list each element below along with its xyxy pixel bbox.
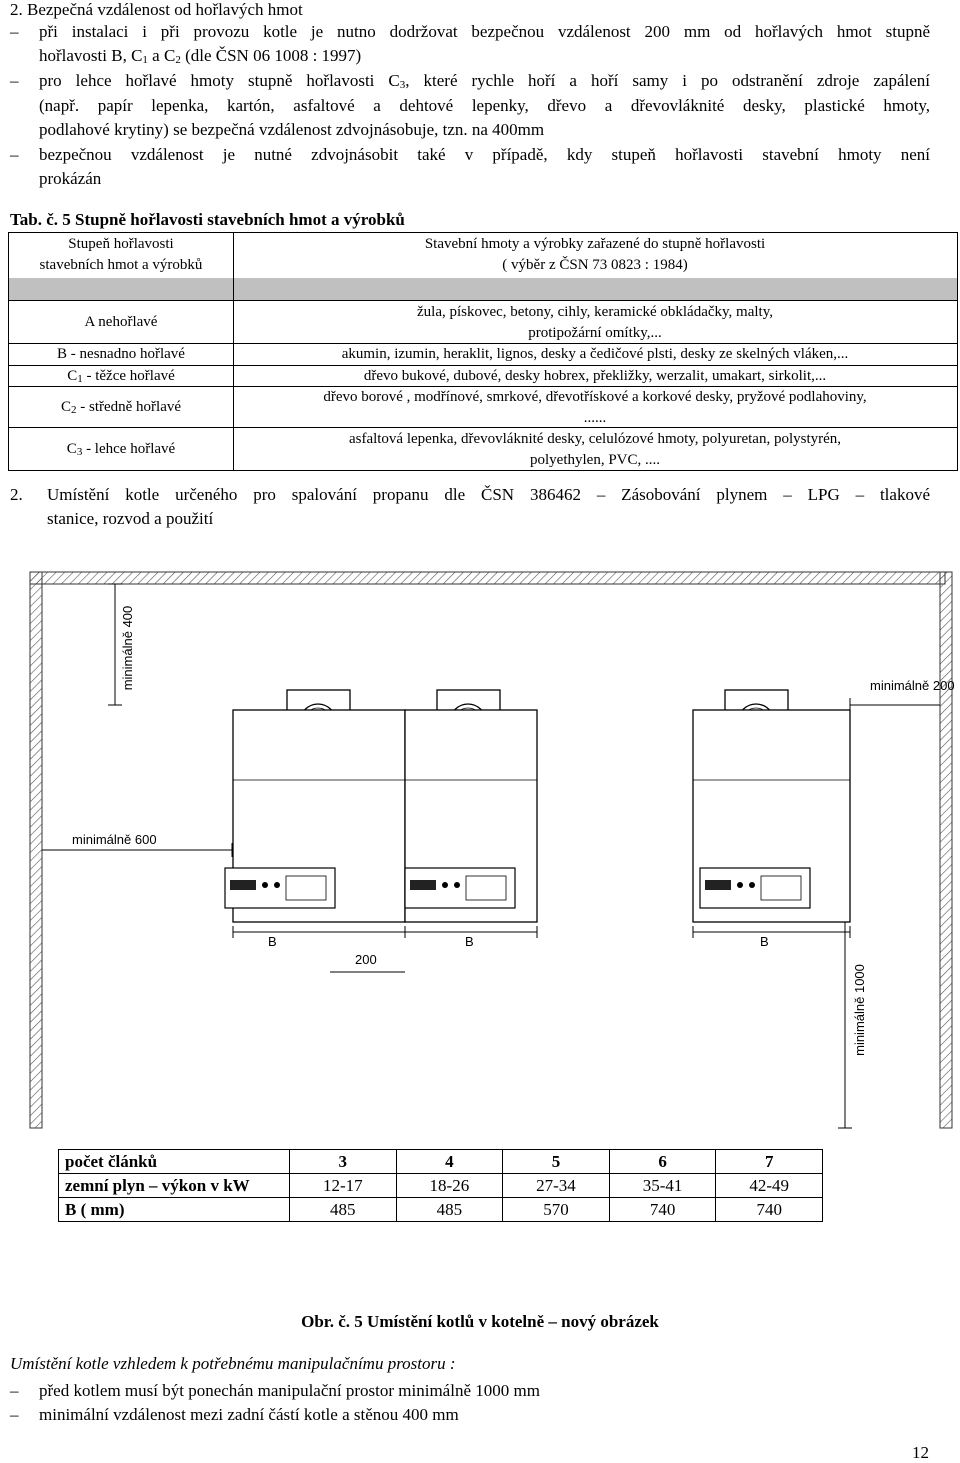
table-cell-grade: A nehořlavé [84, 314, 158, 330]
bullet-text: před kotlem musí být ponechán manipulační prostor minimálně 1000 mm [39, 1381, 540, 1400]
page-number: 12 [912, 1443, 929, 1462]
table-cell-materials: dřevo borové , modřínové, smrkové, dřevotřískové a korkové desky, pryžové podlahoviny, ...... [323, 389, 867, 426]
table-cell-materials: akumin, izumin, heraklit, lignos, desky a čedičové plsti, desky ze skelných vláken,... [341, 346, 849, 362]
dash: – [10, 1381, 19, 1400]
boiler-1 [225, 690, 405, 922]
table-title: Tab. č. 5 Stupně hořlavosti stavebních hmot a výrobků [10, 210, 405, 229]
dimension-label: minimálně 400 [120, 605, 135, 691]
section-text: stanice, rozvod a použití [47, 509, 214, 528]
section-number: 2. [10, 485, 23, 504]
dash: – [10, 71, 19, 90]
dash: – [10, 22, 19, 41]
table-cell: 42-49 [716, 1174, 823, 1198]
left-wall [30, 572, 42, 1128]
dimension-label: minimálně 600 [72, 832, 157, 847]
row-divider [9, 300, 957, 301]
table-cell-materials: asfaltová lepenka, dřevovláknité desky, celulózové hmoty, polyuretan, polystyrén, polyethylen, PVC, .... [348, 431, 842, 468]
table-cell-materials: žula, pískovec, betony, cihly, keramické obkládačky, malty, protipožární omítky,... [417, 304, 773, 341]
bullet-text: pro lehce hořlavé hmoty stupně hořlavosti $C_3$, které rychle hoří a hoří samy i po odstranění zdroje zapálení [39, 71, 930, 91]
boiler-room-drawing [0, 560, 960, 1140]
boiler-2 [405, 690, 537, 922]
table-cell: 4 [396, 1150, 503, 1174]
figure-caption: Obr. č. 5 Umístění kotlů v kotelně – nový obrázek [301, 1312, 659, 1331]
dimension-label: 200 [355, 952, 377, 967]
table-row [59, 1174, 823, 1198]
right-wall [940, 572, 952, 1128]
dash: – [10, 1405, 19, 1424]
table-cell: 3 [290, 1150, 397, 1174]
table-cell: B ( mm) [59, 1198, 290, 1222]
table-cell: 6 [609, 1150, 716, 1174]
table-row [59, 1198, 823, 1222]
top-wall [30, 572, 945, 584]
dimension-label: B [760, 934, 769, 949]
dash: – [10, 145, 19, 164]
row-divider [9, 427, 957, 428]
grey-band [9, 278, 957, 300]
bullet-text: minimální vzdálenost mezi zadní částí kotle a stěnou 400 mm [39, 1405, 459, 1424]
table-cell: 7 [716, 1150, 823, 1174]
table-cell: 740 [609, 1198, 716, 1222]
bullet-text: bezpečnou vzdálenost je nutné zdvojnásobit také v případě, kdy stupeň hořlavosti stavební hmoty není [39, 145, 930, 164]
table-cell-grade: B - nesnadno hořlavé [57, 346, 185, 362]
table-cell: 35-41 [609, 1174, 716, 1198]
table-cell-grade: $C_1$ - těžce hořlavé [67, 368, 175, 385]
boiler-size-table [58, 1149, 823, 1222]
dimension-label: B [465, 934, 474, 949]
table-cell: 740 [716, 1198, 823, 1222]
table-cell: 485 [290, 1198, 397, 1222]
table-cell-grade: $C_2$ - středně hořlavé [60, 399, 182, 416]
section-text: Umístění kotle určeného pro spalování propanu dle ČSN 386462 – Zásobování plynem – LPG – tlakové [47, 485, 930, 504]
flammability-table [8, 232, 958, 471]
table-cell: 27-34 [503, 1174, 610, 1198]
dimension-label: B [268, 934, 277, 949]
table-cell: 485 [396, 1198, 503, 1222]
table-cell-materials: dřevo bukové, dubové, desky hobrex, překližky, werzalit, umakart, sirkolit,... [363, 368, 827, 384]
table-cell: počet článků [59, 1150, 290, 1174]
table-cell: 18-26 [396, 1174, 503, 1198]
dimension-label: minimálně 200 [870, 678, 955, 693]
table-cell: zemní plyn – výkon v kW [59, 1174, 290, 1198]
column-divider [233, 233, 234, 470]
table-cell: 570 [503, 1198, 610, 1222]
bullet-text: hořlavosti B, $C_1$ a $C_2$ (dle ČSN 06 1008 : 1997) [39, 46, 362, 66]
bullet-text: podlahové krytiny) se bezpečná vzdálenost zdvojnásobuje, tzn. na 400mm [39, 120, 545, 139]
section-heading: 2. Bezpečná vzdálenost od hořlavých hmot [10, 0, 303, 19]
table-cell: 12-17 [290, 1174, 397, 1198]
table-cell-grade: $C_3$ - lehce hořlavé [66, 441, 176, 458]
boiler-3 [693, 690, 850, 922]
bullet-text: při instalaci i při provozu kotle je nutno dodržovat bezpečnou vzdálenost 200 mm od hořlavých hmot stupně [39, 22, 930, 41]
header-right: Stavební hmoty a výrobky zařazené do stupně hořlavosti ( výběr z ČSN 73 0823 : 1984) [424, 236, 766, 273]
handling-intro: Umístění kotle vzhledem k potřebnému manipulačnímu prostoru : [10, 1354, 456, 1373]
header-left: Stupeň hořlavosti stavebních hmot a výrobků [39, 236, 203, 273]
table-row [59, 1150, 823, 1174]
table-cell: 5 [503, 1150, 610, 1174]
bullet-text: (např. papír lepenka, kartón, asfaltové a dehtové lepenky, dřevo a dřevovláknité desky, plastické hmoty, [39, 96, 930, 115]
bullet-text: prokázán [39, 169, 102, 188]
dimension-label: minimálně 1000 [852, 964, 867, 1056]
